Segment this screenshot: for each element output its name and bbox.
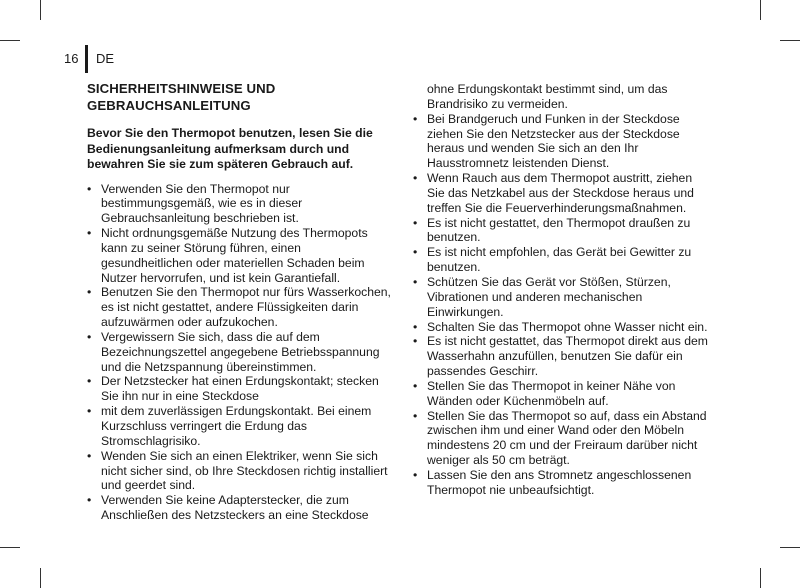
list-item: • Der Netzstecker hat einen Erdungskontakt; stecken Sie ihn nur in eine Steckdose [87,374,392,404]
list-item: • Es ist nicht gestattet, den Thermopot draußen zu benutzen. [413,216,713,246]
safety-list-left [87,182,392,523]
crop-mark-top-right [760,0,761,20]
crop-mark-top-left [40,0,41,20]
list-item: • Lassen Sie den ans Stromnetz angeschlossenen Thermopot nie unbeaufsichtigt. [413,468,713,498]
safety-list-right [413,82,713,498]
list-item: • Verwenden Sie keine Adapterstecker, die zum Anschließen des Netzsteckers an eine Steckdose [87,493,392,523]
list-item: • Wenden Sie sich an einen Elektriker, wenn Sie sich nicht sicher sind, ob Ihre Steckdosen richtig installiert und geerdet sind. [87,449,392,494]
list-item: • Schalten Sie das Thermopot ohne Wasser nicht ein. [413,320,713,335]
section-heading: SICHERHEITSHINWEISE UND GEBRAUCHSANLEITUNG [87,81,276,113]
list-item: • Es ist nicht empfohlen, das Gerät bei Gewitter zu benutzen. [413,245,713,275]
list-item: • Benutzen Sie den Thermopot nur fürs Wasserkochen, es ist nicht gestattet, andere Flüssigkeiten darin aufzuwärmen oder aufzukochen. [87,285,392,330]
list-item: • Nicht ordnungsgemäße Nutzung des Thermopots kann zu seiner Störung führen, einen gesundheitlichen oder materiellen Schaden beim Nutzer hervorrufen, und ist kein Garantiefall. [87,226,392,285]
list-item: • Es ist nicht gestattet, das Thermopot direkt aus dem Wasserhahn anzufüllen, benutzen Sie dafür ein passendes Geschirr. [413,334,713,379]
page-number: 16 [64,51,79,66]
left-column [87,80,392,523]
list-item: • Stellen Sie das Thermopot in keiner Nähe von Wänden oder Küchenmöbeln auf. [413,379,713,409]
list-item: • Schützen Sie das Gerät vor Stößen, Stürzen, Vibrationen und anderen mechanischen Einwirkungen. [413,275,713,320]
list-item-continuation: ohne Erdungskontakt bestimmt sind, um das Brandrisiko zu vermeiden. [427,82,668,111]
crop-mark-bottom-right-h [780,547,800,548]
list-item: • Bei Brandgeruch und Funken in der Steckdose ziehen Sie den Netzstecker aus der Steckdose heraus und wenden Sie sich an den Ihr Hausstromnetz leistenden Dienst. [413,112,713,171]
list-item: • Verwenden Sie den Thermopot nur bestimmungsgemäß, wie es in dieser Gebrauchsanleitung beschrieben ist. [87,182,392,227]
page-language: DE [96,51,115,66]
list-item: • Stellen Sie das Thermopot so auf, dass ein Abstand zwischen ihm und einer Wand oder den Möbeln mindestens 20 cm und der Freiraum darüber nicht weniger als 50 cm beträgt. [413,409,713,468]
list-item: • Wenn Rauch aus dem Thermopot austritt, ziehen Sie das Netzkabel aus der Steckdose heraus und treffen Sie die Feuerverhinderungsmaßnahmen. [413,171,713,216]
right-column [413,82,713,498]
crop-mark-bottom-left [40,568,41,588]
crop-mark-top-left-h [0,40,20,41]
page-divider [85,45,88,73]
list-item: • mit dem zuverlässigen Erdungskontakt. Bei einem Kurzschluss verringert die Erdung das Stromschlagrisiko. [87,404,392,449]
list-item: • Vergewissern Sie sich, dass die auf dem Bezeichnungszettel angegebene Betriebsspannung und die Netzspannung übereinstimmen. [87,330,392,375]
crop-mark-bottom-right [760,568,761,588]
intro-text: Bevor Sie den Thermopot benutzen, lesen Sie die Bedienungsanleitung aufmerksam durch und bewahren Sie sie zum späteren Gebrauch auf. [87,126,373,171]
crop-mark-top-right-h [780,40,800,41]
crop-mark-bottom-left-h [0,547,20,548]
